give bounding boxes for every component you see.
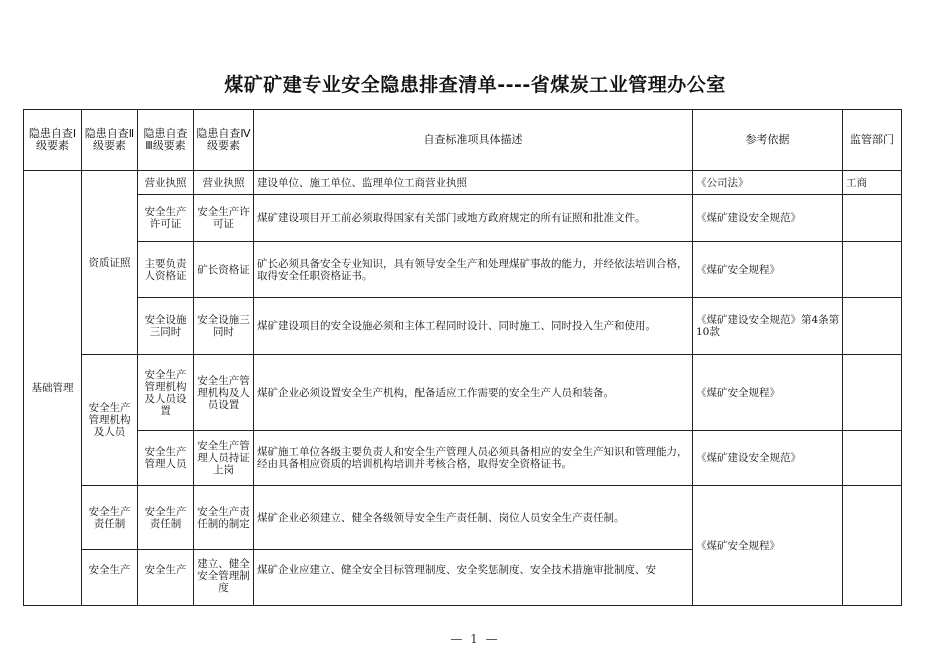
header-level1: 隐患自查Ⅰ级要素 (24, 110, 82, 171)
cell-department: 工商 (843, 171, 902, 195)
cell-description: 煤矿建设项目开工前必须取得国家有关部门或地方政府规定的所有证照和批准文件。 (254, 195, 693, 242)
header-department: 监管部门 (843, 110, 902, 171)
table-row (24, 486, 902, 550)
group-responsibility: 安全生产责任制 (82, 486, 138, 550)
cell-department (843, 242, 902, 298)
cell-description: 煤矿企业应建立、健全安全目标管理制度、安全奖惩制度、安全技术措施审批制度、安 (254, 550, 693, 606)
table-row (24, 171, 902, 195)
header-reference: 参考依据 (693, 110, 843, 171)
cell-level3: 安全生产管理人员 (138, 431, 194, 486)
cell-level4: 建立、健全安全管理制度 (194, 550, 254, 606)
header-level2: 隐患自查Ⅱ级要素 (82, 110, 138, 171)
table-row (24, 242, 902, 298)
header-level4: 隐患自查Ⅳ级要素 (194, 110, 254, 171)
group-qualification: 资质证照 (82, 171, 138, 355)
cell-level3: 安全生产 (138, 550, 194, 606)
cell-level4: 矿长资格证 (194, 242, 254, 298)
table-row (24, 298, 902, 355)
cell-level4: 营业执照 (194, 171, 254, 195)
table-row (24, 431, 902, 486)
checklist-table (23, 109, 902, 606)
table-row (24, 195, 902, 242)
cell-level4: 安全生产管理机构及人员设置 (194, 355, 254, 431)
cell-reference: 《煤矿建设安全规范》 (693, 431, 843, 486)
group-basic-management: 基础管理 (24, 171, 82, 606)
cell-description: 煤矿企业必须建立、健全各级领导安全生产责任制、岗位人员安全生产责任制。 (254, 486, 693, 550)
cell-level3: 安全生产许可证 (138, 195, 194, 242)
cell-department (843, 355, 902, 431)
group-safety-organization: 安全生产管理机构及人员 (82, 355, 138, 486)
cell-level4: 安全设施三同时 (194, 298, 254, 355)
cell-level4: 安全生产责任制的制定 (194, 486, 254, 550)
cell-level3: 营业执照 (138, 171, 194, 195)
header-level3: 隐患自查Ⅲ级要素 (138, 110, 194, 171)
cell-reference: 《煤矿安全规程》 (693, 486, 843, 606)
cell-level3: 安全生产责任制 (138, 486, 194, 550)
cell-reference: 《煤矿安全规程》 (693, 355, 843, 431)
cell-description: 矿长必须具备安全专业知识，具有领导安全生产和处理煤矿事故的能力，并经依法培训合格，取得安全任职资格证书。 (254, 242, 693, 298)
page-number: — 1 — (450, 632, 500, 646)
document-title: 煤矿矿建专业安全隐患排查清单----省煤炭工业管理办公室 (224, 74, 726, 96)
cell-description: 煤矿施工单位各级主要负责人和安全生产管理人员必须具备相应的安全生产知识和管理能力，经由具备相应资质的培训机构培训并考核合格，取得安全资格证书。 (254, 431, 693, 486)
cell-department (843, 195, 902, 242)
cell-reference: 《煤矿安全规程》 (693, 242, 843, 298)
cell-level4: 安全生产许可证 (194, 195, 254, 242)
cell-reference: 《煤矿建设安全规范》第4条第10款 (693, 298, 843, 355)
cell-department (843, 486, 902, 606)
cell-reference: 《公司法》 (693, 171, 843, 195)
cell-department (843, 431, 902, 486)
cell-department (843, 298, 902, 355)
header-description: 自查标准项具体描述 (254, 110, 693, 171)
table-row (24, 355, 902, 431)
cell-level3: 主要负责人资格证 (138, 242, 194, 298)
header-row (24, 110, 902, 171)
group-safety-production: 安全生产 (82, 550, 138, 606)
cell-description: 煤矿企业必须设置安全生产机构，配备适应工作需要的安全生产人员和装备。 (254, 355, 693, 431)
cell-level4: 安全生产管理人员持证上岗 (194, 431, 254, 486)
checklist-table-wrapper (23, 109, 901, 594)
cell-level3: 安全生产管理机构及人员设置 (138, 355, 194, 431)
cell-reference: 《煤矿建设安全规范》 (693, 195, 843, 242)
cell-level3: 安全设施三同时 (138, 298, 194, 355)
cell-description: 建设单位、施工单位、监理单位工商营业执照 (254, 171, 693, 195)
cell-description: 煤矿建设项目的安全设施必须和主体工程同时设计、同时施工、同时投入生产和使用。 (254, 298, 693, 355)
